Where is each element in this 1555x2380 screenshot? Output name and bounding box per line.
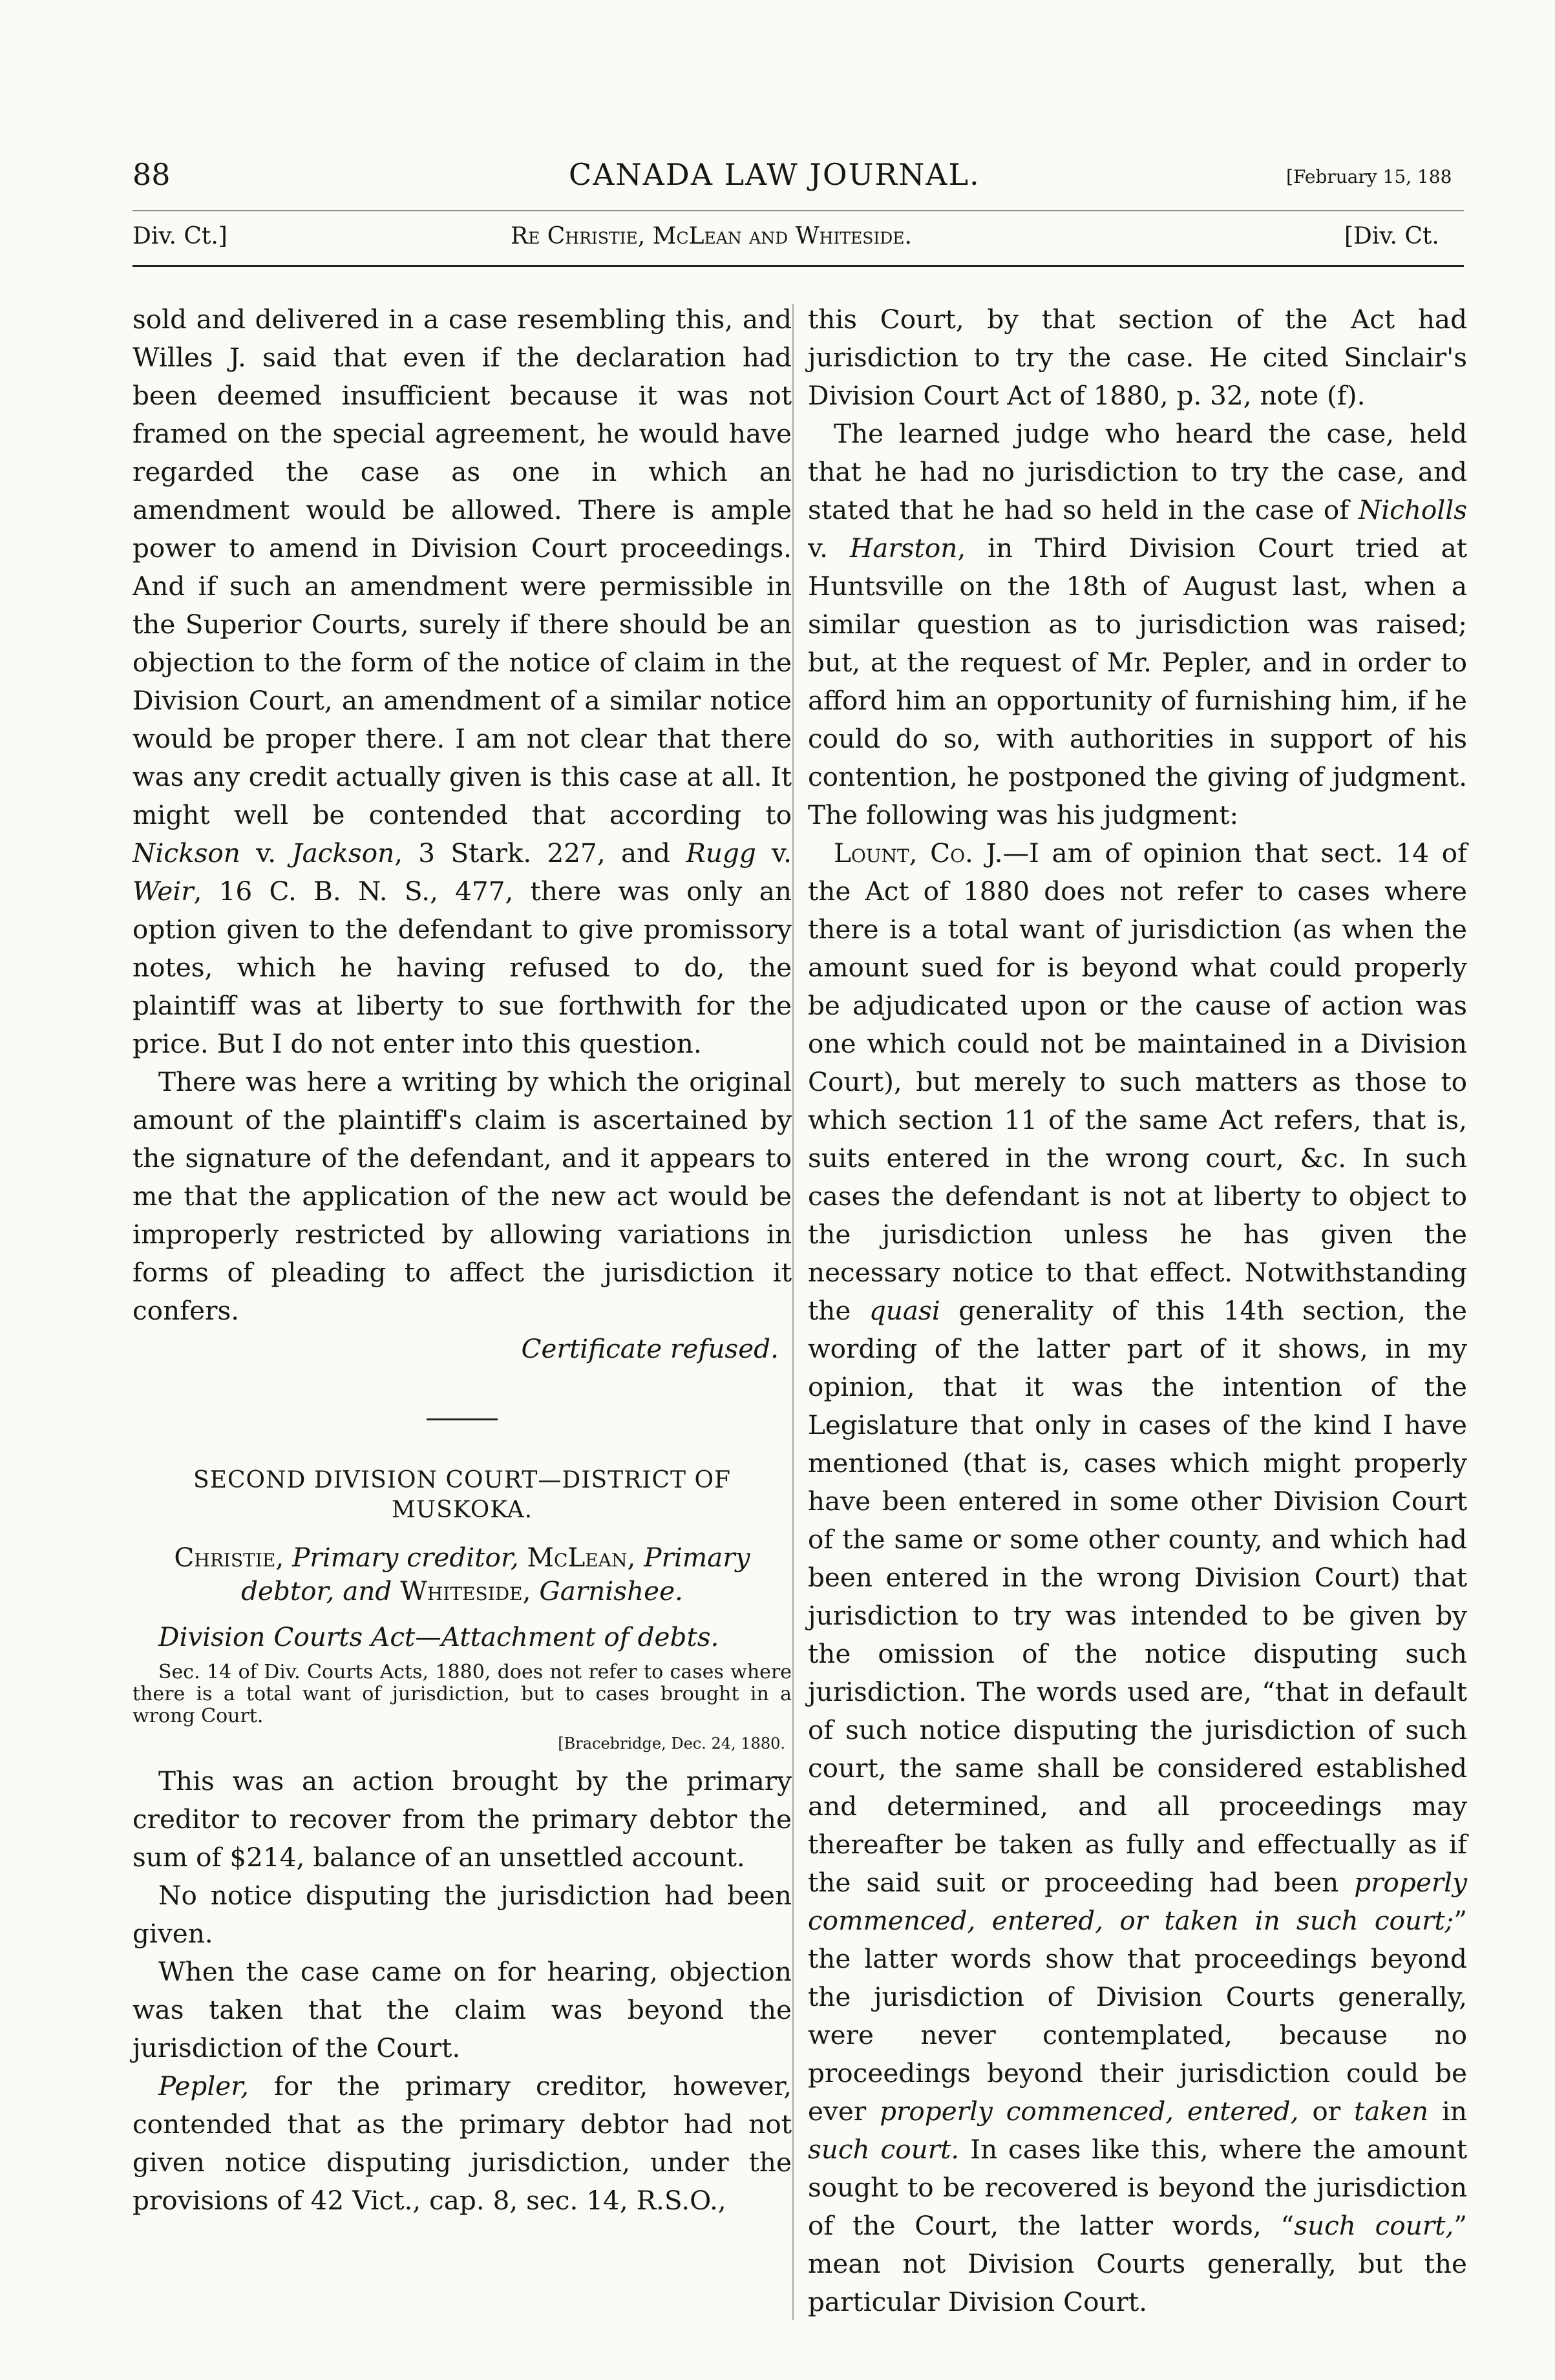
right-p2-b: , in Third Division Court tried at Huntsville on the 18th of August last, when a similar question as to jurisdiction was raised; but, at the request of Mr. Pepler, and in order to afford him an opportunity of furnishing him, if he could do so, with authorities in support of his contention, he postponed the giving of judgment. The following was his judgment: (808, 532, 1467, 830)
phrase-such-court: such court. (808, 2134, 960, 2165)
page-number: 88 (132, 157, 171, 192)
case-weir: Weir (132, 876, 194, 907)
certificate-refused: Certificate refused. (521, 1333, 779, 1364)
case-jackson: Jackson (291, 837, 395, 869)
case-running-title: Re Christie, McLean and Whiteside. (511, 223, 912, 249)
judge-lount: Lount, Co. J. (834, 837, 1003, 869)
subheader-left: Div. Ct.] (132, 223, 227, 249)
section-title: SECOND DIVISION COURT—DISTRICT OF MUSKOKA. (193, 1467, 731, 1523)
case-harston: Harston (849, 532, 958, 563)
left-p1-mid: , 3 Stark. 227, and (394, 837, 686, 869)
word-taken: taken (1354, 2096, 1429, 2127)
case-subject: Division Courts Act—Attachment of debts. (158, 1621, 719, 1652)
left-paragraph-3: This was an action brought by the primary creditor to recover from the primary debtor the sum of $214, balance of an unsettled account. (132, 1765, 792, 1873)
word-quasi: quasi (869, 1295, 940, 1326)
place-date: [Bracebridge, Dec. 24, 1880. (558, 1734, 785, 1753)
header-rule-bottom (132, 265, 1464, 267)
header-rule-top (132, 210, 1464, 211)
judgment-d: or (1298, 2096, 1355, 2127)
role-primary-debtor: Primary debtor, (241, 1542, 750, 1606)
party-whiteside: Whiteside, (400, 1575, 531, 1606)
journal-title: CANADA LAW JOURNAL. (569, 157, 980, 192)
case-nicholls: Nicholls (1358, 494, 1467, 525)
judgment-e: in (1428, 2096, 1467, 2127)
issue-date: [February 15, 188 (1286, 166, 1452, 187)
v-2: v. (756, 837, 792, 869)
v-3: v. (808, 532, 850, 563)
right-paragraph-1: this Court, by that section of the Act had jurisdiction to try the case. He cited Sinclair's Division Court Act of 1880, p. 32, note (f). (808, 304, 1467, 411)
counsel-pepler: Pepler, (158, 2070, 249, 2101)
party-christie: Christie, (174, 1542, 284, 1573)
left-p1-end: , 16 C. B. N. S., 477, there was only an option given to the defendant to give promissory notes, which he having refused to do, the plaintiff was at liberty to sue forthwith for the price. But I do not enter into this question. (132, 876, 792, 1059)
judgment-paragraph (808, 834, 1467, 2321)
left-column (132, 300, 792, 2220)
role-primary-creditor: Primary creditor, (292, 1542, 519, 1573)
v-1: v. (240, 837, 292, 869)
role-garnishee: Garnishee. (539, 1575, 683, 1606)
word-and: and (343, 1575, 392, 1606)
left-paragraph-2: There was here a writing by which the original amount of the plaintiff's claim is ascertained by the signature of the defendant, and it appears to me that the application of the new act would be improperly restricted by allowing variations in forms of pleading to affect the jurisdiction it confers. (132, 1066, 792, 1326)
left-p6-text: for the primary creditor, however, contended that as the primary debtor had not given notice disputing jurisdiction, under the provisions of 42 Vict., cap. 8, sec. 14, R.S.O., (132, 2070, 792, 2216)
left-paragraph-1 (132, 300, 792, 1063)
quote-such-court: such court, (1294, 2210, 1454, 2241)
phrase-properly-commenced: properly commenced, entered, (880, 2096, 1299, 2127)
judgment-g: ” mean not Division Courts generally, but the particular Division Court. (808, 2210, 1467, 2317)
right-p2-a: The learned judge who heard the case, held that he had no jurisdiction to try the case, and stated that he had so held in the case of (808, 418, 1467, 525)
judgment-b: generality of this 14th section, the wording of the latter part of it shows, in my opinion, that it was the intention of the Legislature that only in cases of the kind I have mentioned (that is, cases which might properly have been entered in some other Division Court of the same or some other county, and which had been entered in the wrong Division Court) that jurisdiction to try was intended to be given by the omission of the notice disputing such jurisdiction. The words used are, “that in default of such notice disputing the jurisdiction of such court, the same shall be considered established and determined, and all proceedings may thereafter be taken as fully and effectually as if the said suit or proceeding had been (808, 1295, 1467, 1898)
right-paragraph-2 (808, 415, 1467, 834)
case-nickson: Nickson (132, 837, 240, 869)
judgment-a: —I am of opinion that sect. 14 of the Act of 1880 does not refer to cases where there is a total want of jurisdiction (as when the amount sued for is beyond what could properly be adjudicated upon or the cause of action was one which could not be maintained in a Division Court), but merely to such matters as those to which section 11 of the same Act refers, that is, suits entered in the wrong court, &c. In such cases the defendant is not at liberty to object to the jurisdiction unless he has given the necessary notice to that effect. Notwithstanding the (808, 837, 1467, 1326)
subheader-right: [Div. Ct. (1344, 223, 1439, 249)
judgment-c: ” the latter words show that proceedings beyond the jurisdiction of Division Courts generally, were never contemplated, because no proceedings beyond their jurisdiction could be ever (808, 1905, 1467, 2127)
left-paragraph-4: No notice disputing the jurisdiction had been given. (132, 1880, 792, 1949)
judgment-f: In cases like this, where the amount sought to be recovered is beyond the jurisdiction of the Court, the latter words, “ (808, 2134, 1467, 2241)
column-divider (792, 304, 794, 2320)
left-paragraph-5: When the case came on for hearing, objection was taken that the claim was beyond the jurisdiction of the Court. (132, 1956, 792, 2063)
right-column (808, 300, 1467, 2321)
quote-properly-commenced: properly commenced, entered, or taken in such court; (808, 1867, 1467, 1936)
left-paragraph-6 (132, 2067, 792, 2220)
case-parties (132, 1541, 792, 1608)
section-divider (427, 1418, 498, 1420)
left-p1-text: sold and delivered in a case resembling this, and Willes J. said that even if the declaration had been deemed insufficient because it was not framed on the special agreement, he would have regarded the case as one in which an amendment would be allowed. There is ample power to amend in Division Court proceedings. And if such an amendment were permissible in the Superior Courts, surely if there should be an objection to the form of the notice of claim in the Division Court, an amendment of a similar notice would be proper there. I am not clear that there was any credit actually given is this case at all. It might well be contended that according to (132, 304, 792, 830)
headnote: Sec. 14 of Div. Courts Acts, 1880, does not refer to cases where there is a total want of jurisdiction, but to cases brought in a wrong Court. (132, 1661, 792, 1727)
party-mclean: McLean, (527, 1542, 636, 1573)
case-rugg: Rugg (686, 837, 756, 869)
